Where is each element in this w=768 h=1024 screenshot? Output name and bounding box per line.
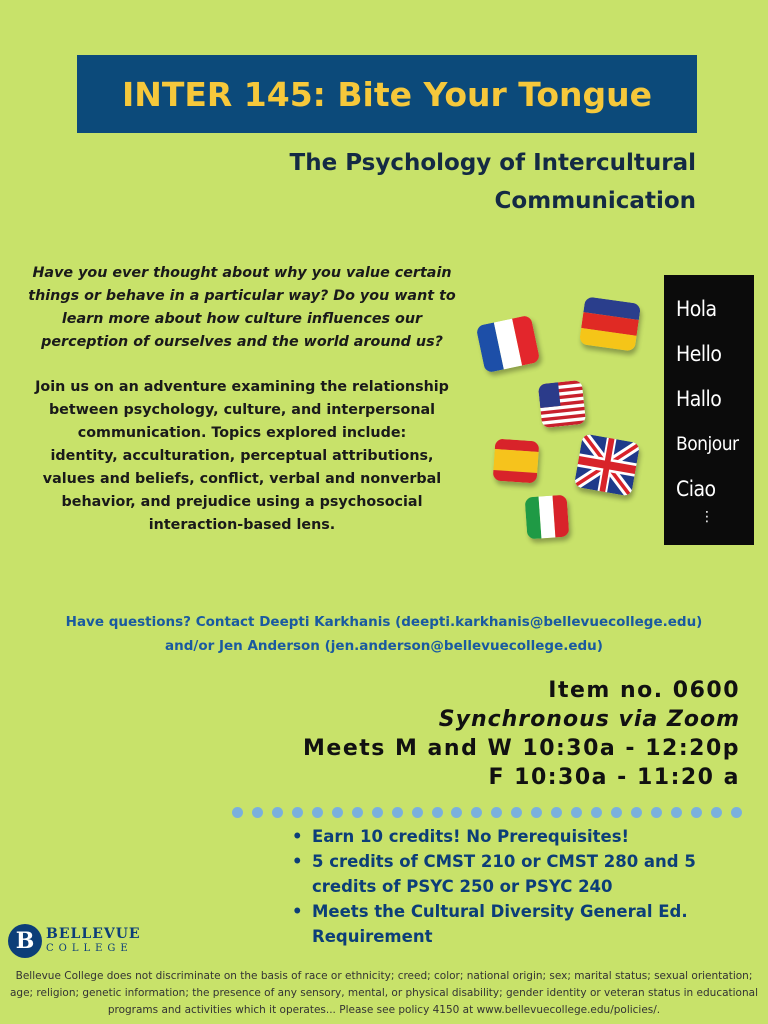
- list-item: • Earn 10 credits! No Prerequisites!: [292, 824, 742, 849]
- course-details: [200, 676, 740, 792]
- intro-text: [12, 262, 472, 537]
- item-number: Item no. 0600: [548, 678, 740, 703]
- greeting-bonjour: Bonjour: [676, 433, 739, 455]
- logo-line-1: BELLEVUE: [46, 926, 141, 942]
- page-title: INTER 145: Bite Your Tongue: [121, 74, 653, 114]
- usa-flag-icon: [538, 380, 586, 428]
- flag-stickers: [470, 290, 650, 550]
- meeting-time-mw: Meets M and W 10:30a - 12:20p: [303, 736, 740, 761]
- greetings-panel: [664, 275, 754, 545]
- intro-body-line: interaction-based lens.: [148, 517, 336, 533]
- delivery-mode: Synchronous via Zoom: [438, 707, 740, 732]
- subtitle-line-1: The Psychology of Intercultural: [289, 150, 696, 176]
- logo-mark: B: [8, 924, 42, 958]
- title-banner: [77, 55, 697, 133]
- intro-question-line: learn more about how culture influences our: [61, 311, 423, 327]
- meeting-time-f: F 10:30a - 11:20 a: [488, 765, 740, 790]
- contact-line-1: Have questions? Contact Deepti Karkhanis (deepti.karkhanis@bellevuecollege.edu): [65, 614, 703, 630]
- page-subtitle: [176, 144, 696, 220]
- contact-info: [0, 610, 768, 658]
- intro-question: [12, 262, 472, 354]
- intro-question-line: Have you ever thought about why you value certain: [32, 265, 452, 281]
- france-flag-icon: [476, 315, 541, 374]
- greeting-hola: Hola: [676, 297, 717, 321]
- intro-question-line: perception of ourselves and the world around us?: [41, 334, 443, 350]
- greeting-ciao: Ciao: [676, 477, 716, 501]
- nondiscrimination-footer: Bellevue College does not discriminate on the basis of race or ethnicity; creed; color; national origin; sex; marital status; sexual orientation; age; religion; genetic information; the presence of any sensory, mental, or physical disability; gender identity or veteran status in educational programs and activities which it operates... Please see policy 4150 at www.bellevuecollege.edu/policies/.: [10, 970, 758, 1016]
- greeting-hello: Hello: [676, 342, 722, 366]
- italy-flag-icon: [525, 495, 570, 540]
- intro-body-line: Join us on an adventure examining the relationship: [35, 379, 449, 395]
- intro-question-line: things or behave in a particular way? Do you want to: [28, 288, 456, 304]
- logo-wordmark: [46, 927, 141, 955]
- course-highlights: [292, 824, 742, 949]
- intro-body-line: identity, acculturation, perceptual attributions,: [50, 448, 434, 464]
- intro-body-line: between psychology, culture, and interpersonal: [48, 402, 436, 418]
- intro-body-line: communication. Topics explored include:: [77, 425, 407, 441]
- list-item: • 5 credits of CMST 210 or CMST 280 and 5 credits of PSYC 250 or PSYC 240: [292, 849, 742, 899]
- spacer: [12, 354, 472, 376]
- subtitle-line-2: Communication: [494, 188, 696, 214]
- bellevue-college-logo: [8, 924, 141, 958]
- intro-body-line: values and beliefs, conflict, verbal and nonverbal: [42, 471, 442, 487]
- list-item: • Meets the Cultural Diversity General Ed. Requirement: [292, 899, 742, 949]
- intro-body-line: behavior, and prejudice using a psychosocial: [61, 494, 423, 510]
- logo-line-2: COLLEGE: [46, 943, 133, 954]
- greeting-hallo: Hallo: [676, 387, 722, 411]
- spain-flag-icon: [493, 439, 540, 484]
- dotted-divider: [232, 806, 742, 818]
- more-greetings-ellipsis: ⋮: [700, 509, 714, 525]
- intro-body: [12, 376, 472, 537]
- contact-line-2: and/or Jen Anderson (jen.anderson@bellevuecollege.edu): [165, 638, 603, 654]
- germany-flag-icon: [579, 296, 641, 351]
- uk-flag-icon: [574, 433, 640, 496]
